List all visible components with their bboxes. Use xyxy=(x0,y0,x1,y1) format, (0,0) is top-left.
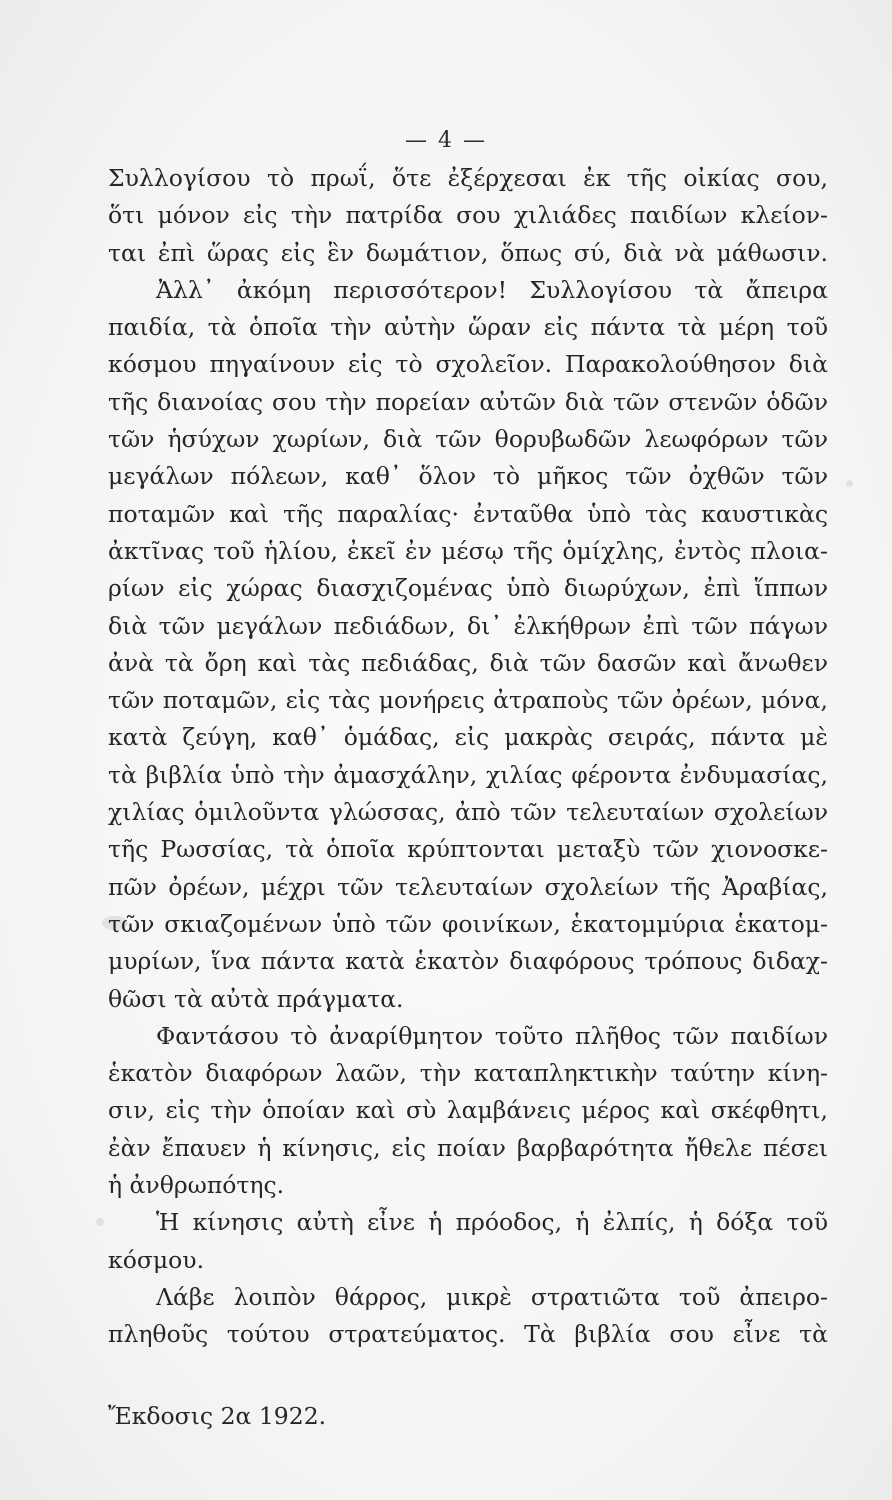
page-blemish xyxy=(846,480,853,487)
text-line: ἡ ἀνθρωπότης. xyxy=(108,1171,285,1200)
text-line: κόσμου. xyxy=(108,1245,205,1274)
body-text xyxy=(108,160,828,1354)
text-line: ἀκτῖνας τοῦ ἡλίου, ἐκεῖ ἐν μέσῳ τῆς ὁμίχλης, ἐντὸς πλοια- xyxy=(108,536,828,565)
text-line: Ἀλλ᾽ ἀκόμη περισσότερον! Συλλογίσου τὰ ἄπειρα xyxy=(156,275,828,304)
page-number: — 4 — xyxy=(405,128,487,153)
text-line: ται ἐπὶ ὥρας εἰς ἓν δωμάτιον, ὅπως σύ, διὰ νὰ μάθωσιν. xyxy=(108,238,828,267)
page-blemish xyxy=(96,1218,104,1226)
text-line: ἑκατὸν διαφόρων λαῶν, τὴν καταπληκτικὴν ταύτην κίνη- xyxy=(108,1059,828,1088)
text-line: διὰ τῶν μεγάλων πεδιάδων, δι᾽ ἐλκήθρων ἐπὶ τῶν πάγων xyxy=(108,611,828,640)
text-line: ἐὰν ἔπαυεν ἡ κίνησις, εἰς ποίαν βαρβαρότητα ἤθελε πέσει xyxy=(108,1133,828,1162)
text-line: παιδία, τὰ ὁποῖα τὴν αὐτὴν ὥραν εἰς πάντα τὰ μέρη τοῦ xyxy=(108,313,828,342)
text-line: κόσμου πηγαίνουν εἰς τὸ σχολεῖον. Παρακολούθησον διὰ xyxy=(108,350,828,379)
text-line: Φαντάσου τὸ ἀναρίθμητον τοῦτο πλῆθος τῶν παιδίων xyxy=(156,1021,828,1050)
text-line: θῶσι τὰ αὐτὰ πράγματα. xyxy=(108,984,404,1013)
edition-imprint: Ἔκδοσις 2α 1922. xyxy=(108,1402,327,1430)
text-line: ἀνὰ τὰ ὄρη καὶ τὰς πεδιάδας, διὰ τῶν δασῶν καὶ ἄνωθεν xyxy=(108,648,828,677)
text-line: ποταμῶν καὶ τῆς παραλίας· ἐνταῦθα ὑπὸ τὰς καυστικὰς xyxy=(108,499,828,528)
text-line: τῶν ἡσύχων χωρίων, διὰ τῶν θορυβωδῶν λεωφόρων τῶν xyxy=(108,425,828,454)
text-line: Ἡ κίνησις αὐτὴ εἶνε ἡ πρόοδος, ἡ ἐλπίς, ἡ δόξα τοῦ xyxy=(156,1208,828,1237)
text-line: πῶν ὀρέων, μέχρι τῶν τελευταίων σχολείων τῆς Ἀραβίας, xyxy=(108,872,828,901)
text-line: τῆς διανοίας σου τὴν πορείαν αὐτῶν διὰ τῶν στενῶν ὁδῶν xyxy=(108,387,828,416)
text-line: τῆς Ρωσσίας, τὰ ὁποῖα κρύπτονται μεταξὺ τῶν χιονοσκε- xyxy=(108,835,828,864)
text-line: τῶν σκιαζομένων ὑπὸ τῶν φοινίκων, ἑκατομμύρια ἑκατομ- xyxy=(108,909,828,938)
text-line: τὰ βιβλία ὑπὸ τὴν ἀμασχάλην, χιλίας φέροντα ἐνδυμασίας, xyxy=(108,760,828,789)
text-line: τῶν ποταμῶν, εἰς τὰς μονήρεις ἀτραποὺς τῶν ὀρέων, μόνα, xyxy=(108,686,828,715)
text-line: ὅτι μόνον εἰς τὴν πατρίδα σου χιλιάδες παιδίων κλείον- xyxy=(108,201,828,230)
text-line: Συλλογίσου τὸ πρωΐ, ὅτε ἐξέρχεσαι ἐκ τῆς οἰκίας σου, xyxy=(108,164,828,192)
text-line: σιν, εἰς τὴν ὁποίαν καὶ σὺ λαμβάνεις μέρος καὶ σκέφθητι, xyxy=(108,1096,828,1125)
text-line: χιλίας ὁμιλοῦντα γλώσσας, ἀπὸ τῶν τελευταίων σχολείων xyxy=(108,798,828,827)
text-line: Λάβε λοιπὸν θάρρος, μικρὲ στρατιῶτα τοῦ ἀπειρο- xyxy=(156,1282,828,1311)
text-line: πληθοῦς τούτου στρατεύματος. Τὰ βιβλία σου εἶνε τὰ xyxy=(108,1320,828,1349)
text-line: μεγάλων πόλεων, καθ᾽ ὅλον τὸ μῆκος τῶν ὀχθῶν τῶν xyxy=(108,462,828,491)
text-line: ρίων εἰς χώρας διασχιζομένας ὑπὸ διωρύχων, ἐπὶ ἵππων xyxy=(108,574,828,603)
text-line: μυρίων, ἵνα πάντα κατὰ ἑκατὸν διαφόρους τρόπους διδαχ- xyxy=(108,947,828,976)
text-line: κατὰ ζεύγη, καθ᾽ ὁμάδας, εἰς μακρὰς σειράς, πάντα μὲ xyxy=(108,723,828,752)
